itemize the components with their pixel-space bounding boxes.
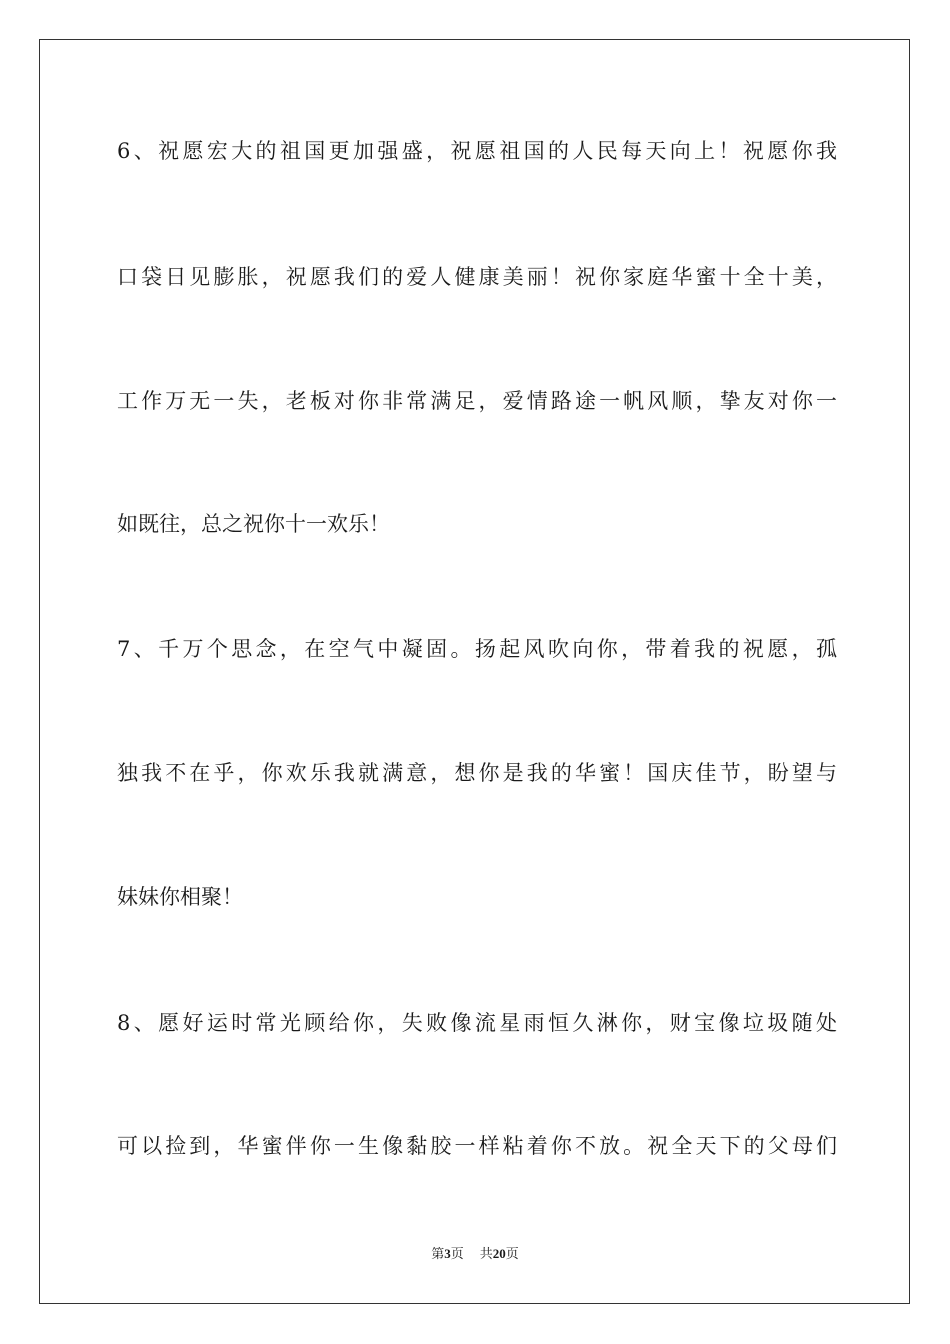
paragraph-6-line-2: 口袋日见膨胀，祝愿我们的爱人健康美丽！祝你家庭华蜜十全十美， xyxy=(117,265,837,289)
total-suffix: 页 xyxy=(505,1247,519,1262)
paragraph-6-line-4: 如既往，总之祝你十一欢乐！ xyxy=(117,512,390,536)
page-footer xyxy=(0,1244,950,1265)
page-prefix: 第 xyxy=(431,1247,445,1262)
paragraph-6-line-3: 工作万无一失，老板对你非常满足，爱情路途一帆风顺，挚友对你一 xyxy=(117,389,837,413)
paragraph-8-line-1: 8、愿好运时常光顾给你，失败像流星雨恒久淋你，财宝像垃圾随处 xyxy=(117,1011,837,1035)
page-number: 3 xyxy=(444,1246,451,1261)
total-pages: 20 xyxy=(492,1246,506,1261)
paragraph-7-line-3: 妹妹你相聚！ xyxy=(117,885,243,909)
paragraph-6-line-1: 6、祝愿宏大的祖国更加强盛，祝愿祖国的人民每天向上！祝愿你我 xyxy=(117,139,837,163)
paragraph-8-line-2: 可以捡到，华蜜伴你一生像黏胶一样粘着你不放。祝全天下的父母们 xyxy=(117,1134,837,1158)
paragraph-7-line-2: 独我不在乎，你欢乐我就满意，想你是我的华蜜！国庆佳节，盼望与 xyxy=(117,761,837,785)
page-suffix: 页 xyxy=(450,1247,464,1262)
page-border xyxy=(39,39,910,1304)
paragraph-7-line-1: 7、千万个思念，在空气中凝固。扬起风吹向你，带着我的祝愿，孤 xyxy=(117,637,837,661)
total-prefix: 共 xyxy=(479,1247,493,1262)
